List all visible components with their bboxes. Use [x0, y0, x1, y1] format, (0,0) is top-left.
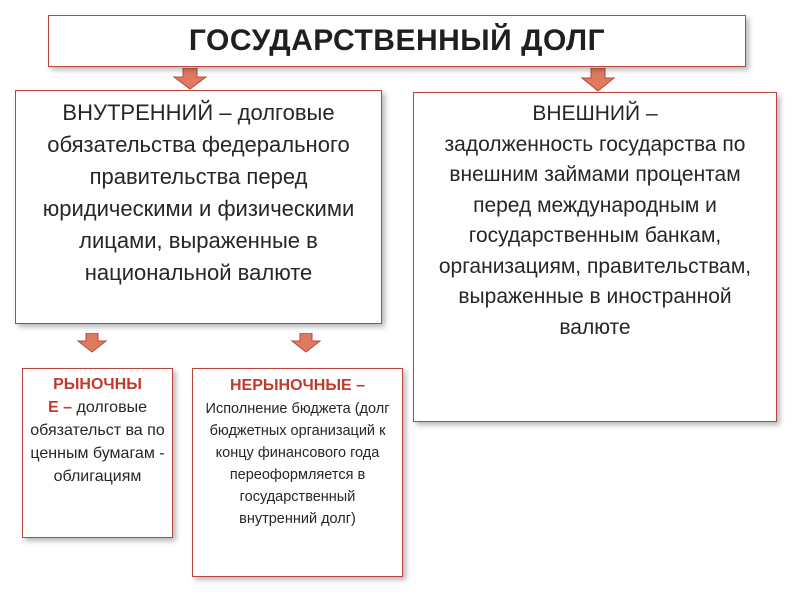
nonmarket-debt-box	[192, 368, 403, 577]
external-debt-text	[414, 99, 776, 343]
internal-debt-box	[15, 90, 382, 324]
market-debt-heading-line2: Е –	[48, 399, 73, 416]
market-debt-description: долговые обязательст ва по ценным бумагам - облигациям	[30, 399, 165, 485]
external-debt-description: задолженность государства по внешним займами процентам перед международным и государственным банкам, организациям, правительствам, выраженные в иностранной валюте	[438, 132, 752, 339]
arrow-to-nonmarket-icon	[289, 333, 323, 353]
arrow-to-market-icon	[75, 333, 109, 353]
nonmarket-debt-heading: НЕРЫНОЧНЫЕ –	[229, 377, 366, 394]
external-debt-box	[413, 92, 777, 422]
market-debt-text	[23, 373, 172, 488]
diagram-title: ГОСУДАРСТВЕННЫЙ ДОЛГ	[188, 24, 606, 57]
arrow-to-internal-icon	[170, 68, 210, 90]
arrow-to-external-icon	[578, 68, 618, 92]
market-debt-heading-line1: РЫНОЧНЫ	[53, 376, 142, 393]
market-debt-box	[22, 368, 173, 538]
external-debt-heading: ВНЕШНИЙ –	[532, 102, 658, 125]
nonmarket-debt-description: Исполнение бюджета (долг бюджетных организаций к концу финансового года переоформляется в государственный внутренний долг)	[205, 401, 390, 527]
internal-debt-text	[16, 97, 381, 289]
title-box	[48, 15, 746, 67]
internal-debt-description: – долговые обязательства федерального правительства перед юридическими и физическими лицами, выраженные в национальной валюте	[42, 100, 355, 285]
internal-debt-heading: ВНУТРЕННИЙ	[62, 100, 214, 125]
nonmarket-debt-text	[193, 374, 402, 530]
